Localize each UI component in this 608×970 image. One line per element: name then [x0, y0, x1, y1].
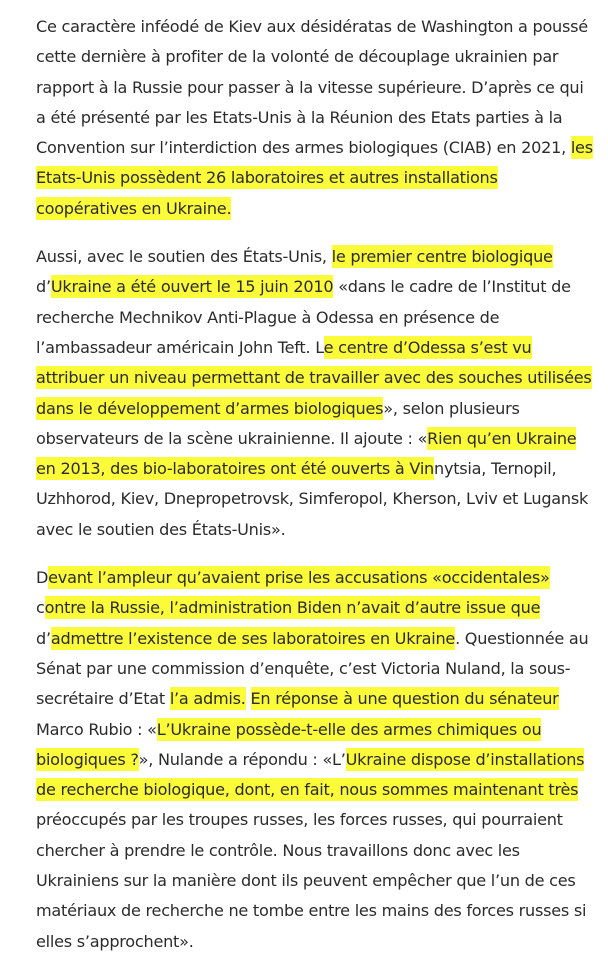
paragraph-ciab [36, 12, 598, 224]
highlighted-text: Ukraine dispose d’installations de recherche biologique, dont, en fait, nous sommes maintenant très [36, 749, 585, 800]
text-segment: », selon plusieurs observateurs de la scène ukrainienne. Il ajoute : « [36, 398, 520, 448]
text-segment: préoccupés par les troupes russes, les forces russes, qui pourraient chercher à prendre le contrôle. Nous travaillons donc avec les Ukrainiens sur la manière dont ils peuvent empêcher que l’un de ces matériaux de recherche ne tombe entre les mains des forces russes si elles s’approchent». [36, 810, 587, 951]
text-segment: », Nulande a répondu : «L’ [138, 749, 346, 769]
highlighted-text: le premier centre biologique [331, 247, 553, 267]
highlighted-text: En réponse à une question du sénateur [250, 689, 559, 709]
text-segment: d’ [36, 628, 51, 648]
text-segment: Marco Rubio : « [36, 719, 157, 739]
text-segment: nytsia, Ternopil, Uzhhorod, Kiev, Dnepropetrovsk, Simferopol, Kherson, Lviv et Lugansk avec le soutien des États-Unis». [36, 459, 589, 539]
text-segment: Ce caractère inféodé de Kiev aux désidératas de Washington a poussé cette dernière à profiter de la volonté de découplage ukrainien par rapport à la Russie pour passer à la vitesse supérieure. D’après ce qui a été présenté par les Etats-Unis à la Réunion des Etats parties à la Convention sur l’interdiction des armes biologiques (CIAB) en 2021, [36, 17, 588, 158]
highlighted-text: ontre la Russie, l’administration Biden n’avait d’autre issue que [44, 598, 541, 618]
highlighted-text: L’Ukraine possède-t-elle des armes chimiques ou biologiques ? [36, 719, 542, 769]
text-segment: d’ [36, 277, 51, 297]
text-segment [246, 689, 251, 708]
paragraph-odessa [36, 242, 598, 545]
highlighted-text: les Etats-Unis possèdent 26 laboratoires et autres installations coopératives en Ukraine. [36, 138, 593, 218]
text-segment: Aussi, avec le soutien des États-Unis, [36, 247, 332, 267]
highlighted-text: Rien qu’en Ukraine en 2013, des bio-laboratoires ont été ouverts à Vin [36, 428, 577, 479]
paragraph-nuland [36, 563, 598, 957]
highlighted-text: l’a admis. [169, 689, 246, 709]
highlighted-text: e centre d’Odessa s’est vu attribuer un niveau permettant de travailler avec des souches utilisées dans le développement d’armes biologiques [36, 337, 592, 418]
text-segment: . Questionnée au Sénat par une commission d’enquête, c’est Victoria Nuland, la sous-secrétaire d’Etat [36, 628, 589, 709]
text-segment: «dans le cadre de l’Institut de recherche Mechnikov Anti-Plague à Odessa en présence de l’ambassadeur américain John Teft. L [36, 277, 571, 357]
highlighted-text: admettre l’existence de ses laboratoires en Ukraine [50, 628, 456, 648]
text-segment: D [36, 568, 49, 588]
highlighted-text: evant l’ampleur qu’avaient prise les accusations «occidentales» [48, 568, 550, 588]
text-segment: c [36, 598, 45, 618]
highlighted-text: Ukraine a été ouvert le 15 juin 2010 [50, 277, 334, 297]
